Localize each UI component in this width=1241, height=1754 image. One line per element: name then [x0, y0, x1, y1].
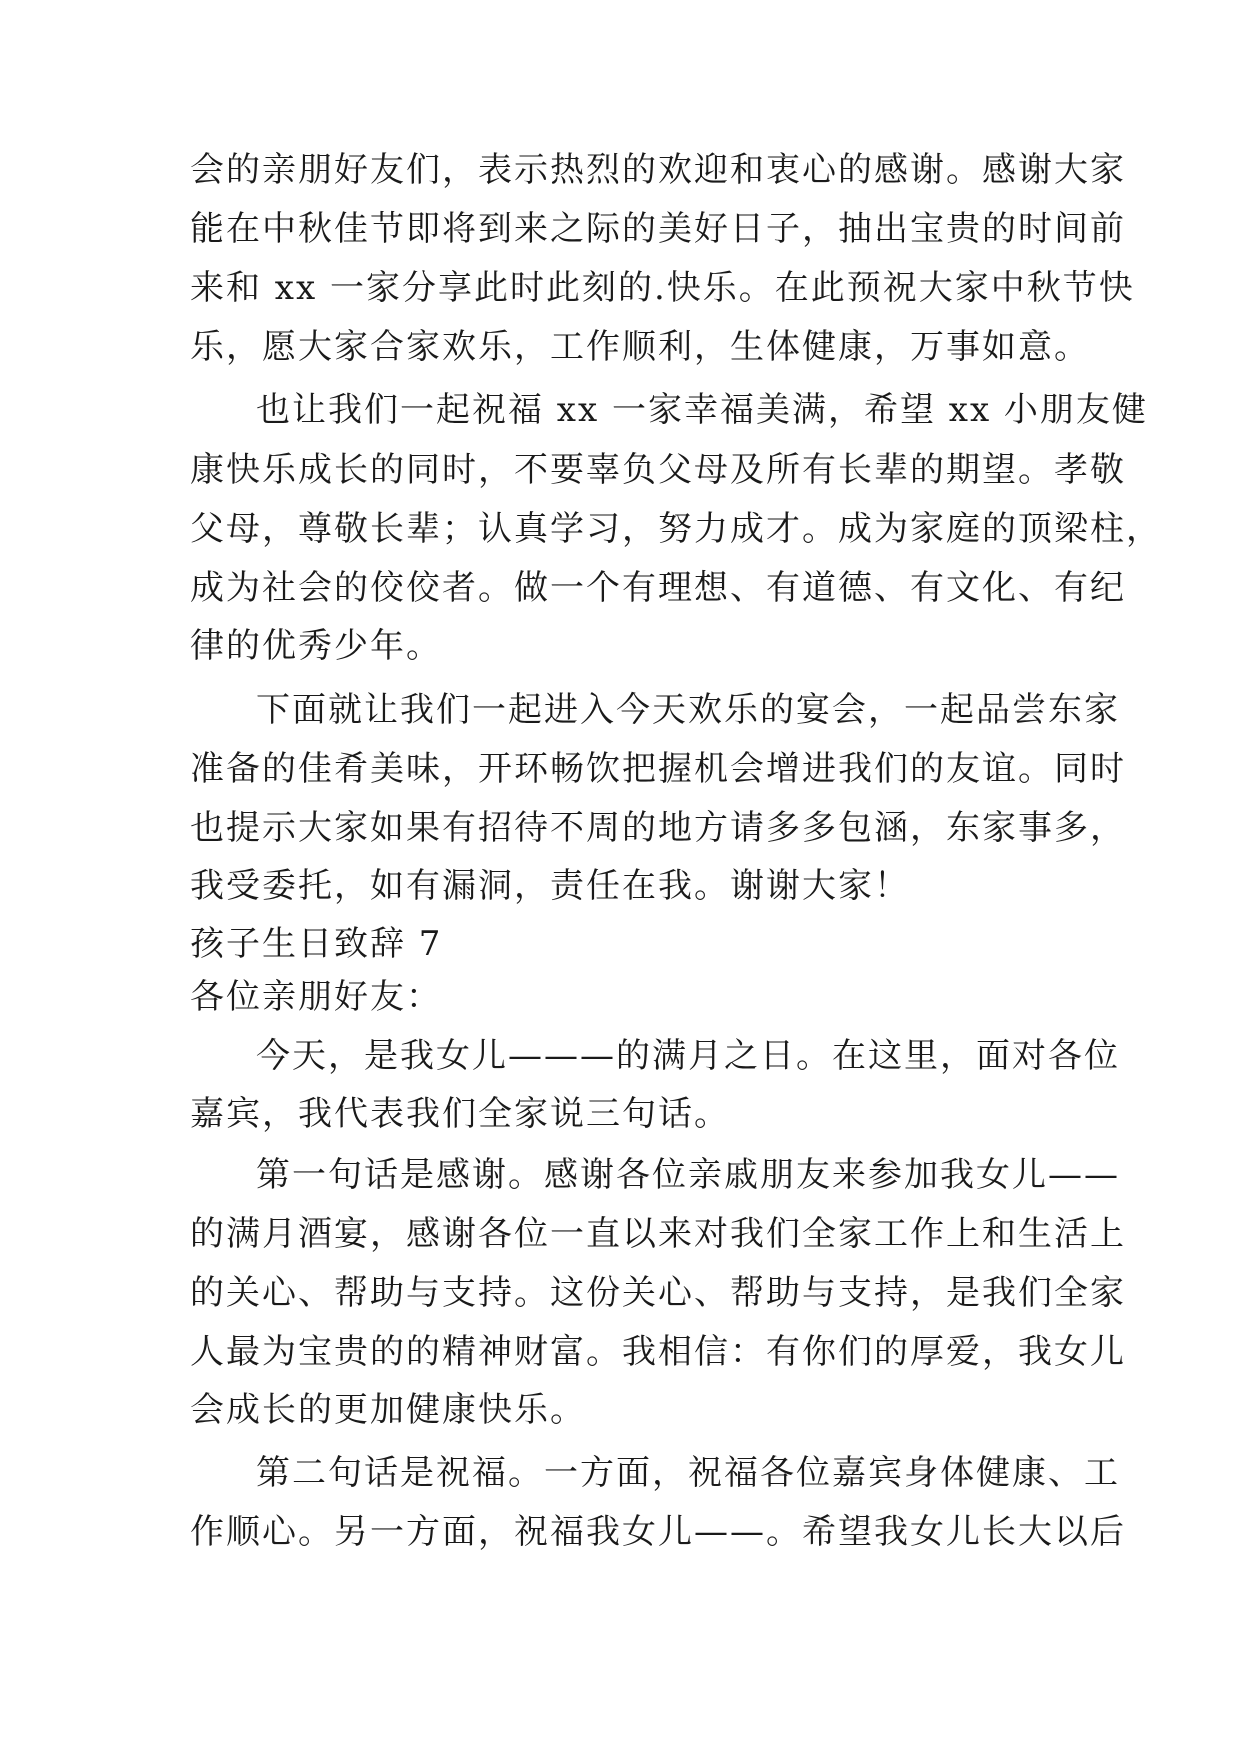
text-line: 作顺心。另一方面，祝福我女儿——。希望我女儿长大以后 — [190, 1512, 1126, 1552]
text-line: 的满月酒宴，感谢各位一直以来对我们全家工作上和生活上 — [190, 1214, 1126, 1254]
text-line: 人最为宝贵的的精神财富。我相信：有你们的厚爱，我女儿 — [190, 1332, 1126, 1372]
paragraph-first-line: 第二句话是祝福。一方面，祝福各位嘉宾身体健康、工 — [256, 1453, 1120, 1493]
text-line: 乐，愿大家合家欢乐，工作顺利，生体健康，万事如意。 — [190, 327, 1090, 367]
text-line: 嘉宾，我代表我们全家说三句话。 — [190, 1094, 730, 1134]
text-line: 的关心、帮助与支持。这份关心、帮助与支持，是我们全家 — [190, 1273, 1126, 1313]
text-line: 来和 xx 一家分享此时此刻的.快乐。在此预祝大家中秋节快 — [190, 268, 1135, 308]
text-line: 会成长的更加健康快乐。 — [190, 1390, 586, 1430]
text-line: 也提示大家如果有招待不周的地方请多多包涵，东家事多， — [190, 808, 1126, 848]
text-line: 康快乐成长的同时，不要辜负父母及所有长辈的期望。孝敬 — [190, 450, 1126, 490]
text-line: 律的优秀少年。 — [190, 626, 442, 666]
paragraph-first-line: 也让我们一起祝福 xx 一家幸福美满，希望 xx 小朋友健 — [256, 390, 1148, 430]
text-line: 能在中秋佳节即将到来之际的美好日子，抽出宝贵的时间前 — [190, 209, 1126, 249]
text-line: 会的亲朋好友们，表示热烈的欢迎和衷心的感谢。感谢大家 — [190, 150, 1126, 190]
text-line: 成为社会的佼佼者。做一个有理想、有道德、有文化、有纪 — [190, 568, 1126, 608]
salutation: 各位亲朋好友： — [190, 977, 442, 1017]
text-line: 我受委托，如有漏洞，责任在我。谢谢大家！ — [190, 866, 910, 906]
text-line: 父母，尊敬长辈；认真学习，努力成才。成为家庭的顶梁柱， — [190, 509, 1162, 549]
paragraph-first-line: 下面就让我们一起进入今天欢乐的宴会，一起品尝东家 — [256, 690, 1120, 730]
text-line: 准备的佳肴美味，开环畅饮把握机会增进我们的友谊。同时 — [190, 749, 1126, 789]
paragraph-first-line: 今天，是我女儿———的满月之日。在这里，面对各位 — [256, 1036, 1120, 1076]
section-heading: 孩子生日致辞 7 — [190, 924, 443, 964]
paragraph-first-line: 第一句话是感谢。感谢各位亲戚朋友来参加我女儿—— — [256, 1155, 1120, 1195]
